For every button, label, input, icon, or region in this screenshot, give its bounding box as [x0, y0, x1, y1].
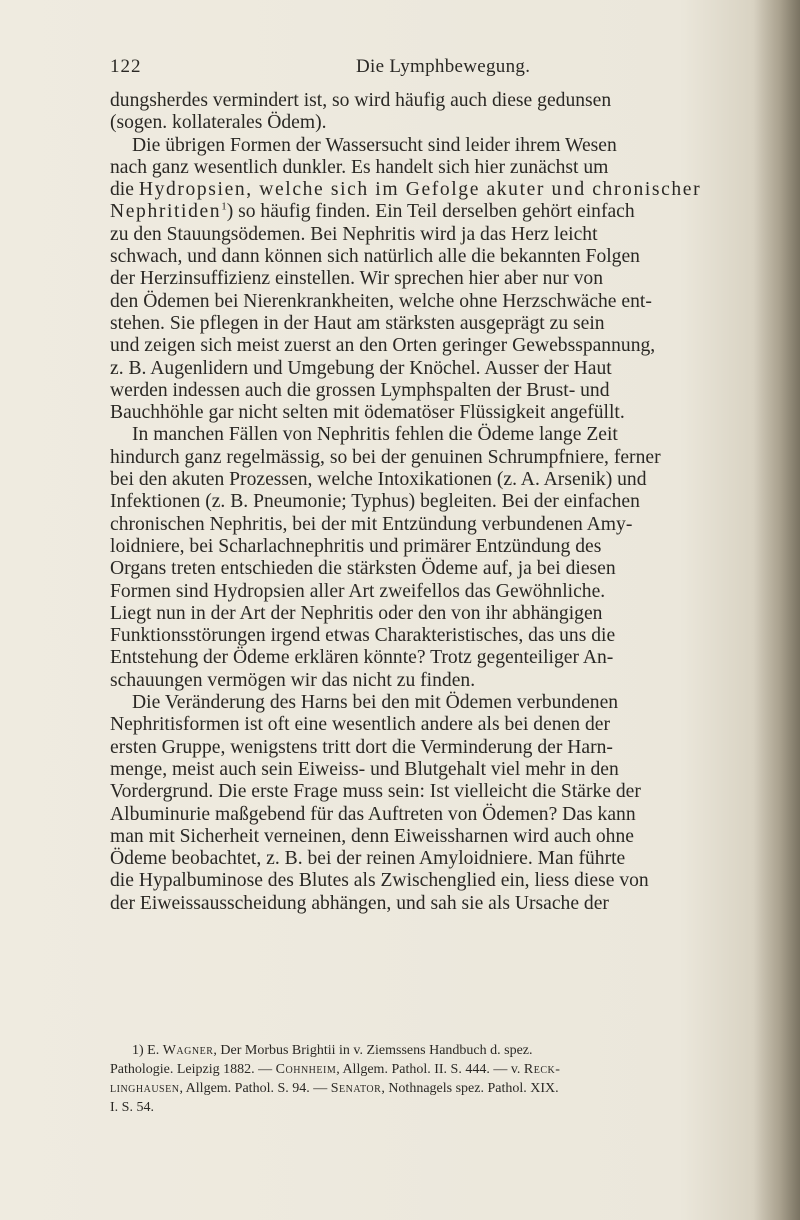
- footnote-text: , Der Morbus Brightii in v. Ziemssens Handbuch d. spez.: [213, 1043, 533, 1058]
- author-name: Cohnheim: [275, 1062, 337, 1077]
- text-line: Entstehung der Ödeme erklären könnte? Trotz gegenteiliger An-: [110, 647, 614, 669]
- running-title: Die Lymphbewegung.: [356, 56, 531, 77]
- footnote-text: , Allgem. Pathol. S. 94. —: [179, 1081, 331, 1096]
- footnotes: [110, 1041, 762, 1117]
- text-line: ersten Gruppe, wenigstens tritt dort die Verminderung der Harn-: [110, 736, 613, 758]
- text-line: Bauchhöhle gar nicht selten mit ödematöser Flüssigkeit angefüllt.: [110, 402, 625, 424]
- paragraph-start: Die übrigen Formen der Wassersucht sind leider ihrem Wesen: [132, 134, 617, 156]
- text-line: der Eiweissausscheidung abhängen, und sah sie als Ursache der: [110, 892, 609, 914]
- emphasized-text: Hydropsien, welche sich im Gefolge akuter und chronischer: [138, 179, 702, 201]
- paragraph-start: In manchen Fällen von Nephritis fehlen die Ödeme lange Zeit: [132, 424, 618, 446]
- text-line: [110, 201, 762, 223]
- text-line: Funktionsstörungen irgend etwas Charakteristisches, das uns die: [110, 625, 616, 647]
- text-line: zu den Stauungsödemen. Bei Nephritis wird ja das Herz leicht: [110, 223, 598, 245]
- text-line: den Ödemen bei Nierenkrankheiten, welche ohne Herzschwäche ent-: [110, 290, 652, 312]
- text-line: stehen. Sie pflegen in der Haut am stärksten ausgeprägt zu sein: [110, 312, 605, 334]
- footnote-marker: 1: [221, 200, 227, 213]
- footnote-text: 1) E.: [132, 1043, 163, 1058]
- footnote-line: [110, 1060, 762, 1079]
- author-name: linghausen: [110, 1081, 180, 1096]
- text-line: chronischen Nephritis, bei der mit Entzündung verbundenen Amy-: [110, 513, 633, 535]
- text-line: Infektionen (z. B. Pneumonie; Typhus) begleiten. Bei der einfachen: [110, 491, 640, 513]
- text-line: bei den akuten Prozessen, welche Intoxikationen (z. A. Arsenik) und: [110, 469, 647, 491]
- footnote-line: [110, 1079, 762, 1098]
- text-line: Nephritisformen ist oft eine wesentlich andere als bei denen der: [110, 714, 611, 736]
- footnote-text: , Allgem. Pathol. II. S. 444. — v.: [336, 1062, 524, 1077]
- text-line: werden indessen auch die grossen Lymphspalten der Brust- und: [110, 379, 610, 401]
- text-line: dungsherdes vermindert ist, so wird häufig auch diese gedunsen: [110, 90, 612, 111]
- page-number: 122: [110, 56, 142, 77]
- text-line: z. B. Augenlidern und Umgebung der Knöchel. Ausser der Haut: [110, 357, 612, 379]
- text-line: man mit Sicherheit verneinen, denn Eiweissharnen wird auch ohne: [110, 825, 634, 847]
- text-line: schauungen vermögen wir das nicht zu finden.: [110, 669, 476, 691]
- footnote-line: [110, 1041, 762, 1060]
- page-header: [110, 56, 730, 82]
- text-line: [110, 179, 762, 201]
- author-name: Wagner: [162, 1043, 214, 1058]
- footnote-text: Pathologie. Leipzig 1882. —: [110, 1062, 276, 1077]
- text-line: Vordergrund. Die erste Frage muss sein: Ist vielleicht die Stärke der: [110, 781, 641, 803]
- text-line: Organs treten entschieden die stärksten Ödeme auf, ja bei diesen: [110, 558, 616, 580]
- footnote-text: , Nothnagels spez. Pathol. XIX.: [381, 1081, 559, 1096]
- paragraph-start: Die Veränderung des Harns bei den mit Ödemen verbundenen: [132, 692, 619, 714]
- text-line: Liegt nun in der Art der Nephritis oder den von ihr abhängigen: [110, 602, 603, 624]
- text-line: Albuminurie maßgebend für das Auftreten von Ödemen? Das kann: [110, 803, 636, 825]
- text-span: die: [110, 179, 139, 201]
- text-line: Formen sind Hydropsien aller Art zweifellos das Gewöhnliche.: [110, 580, 606, 602]
- text-line: menge, meist auch sein Eiweiss- und Blutgehalt viel mehr in den: [110, 758, 619, 780]
- text-line: nach ganz wesentlich dunkler. Es handelt sich hier zunächst um: [110, 156, 609, 178]
- text-line: (sogen. kollaterales Ödem).: [110, 112, 327, 134]
- text-line: hindurch ganz regelmässig, so bei der genuinen Schrumpfniere, ferner: [110, 446, 661, 468]
- text-span: ) so häufig finden. Ein Teil derselben gehört einfach: [226, 201, 635, 223]
- text-line: und zeigen sich meist zuerst an den Orten geringer Gewebsspannung,: [110, 335, 656, 357]
- body-text: [110, 90, 762, 915]
- text-line: Ödeme beobachtet, z. B. bei der reinen Amyloidniere. Man führte: [110, 848, 626, 870]
- text-line: loidniere, bei Scharlachnephritis und primärer Entzündung des: [110, 535, 602, 557]
- author-name: Senator: [330, 1081, 382, 1096]
- text-line: der Herzinsuffizienz einstellen. Wir sprechen hier aber nur von: [110, 268, 604, 290]
- emphasized-text: Nephritiden: [110, 201, 222, 223]
- text-line: schwach, und dann können sich natürlich alle die bekannten Folgen: [110, 246, 640, 268]
- text-line: die Hypalbuminose des Blutes als Zwischenglied ein, liess diese von: [110, 870, 649, 892]
- footnote-line: I. S. 54.: [110, 1100, 154, 1115]
- author-name: Reck-: [523, 1062, 561, 1077]
